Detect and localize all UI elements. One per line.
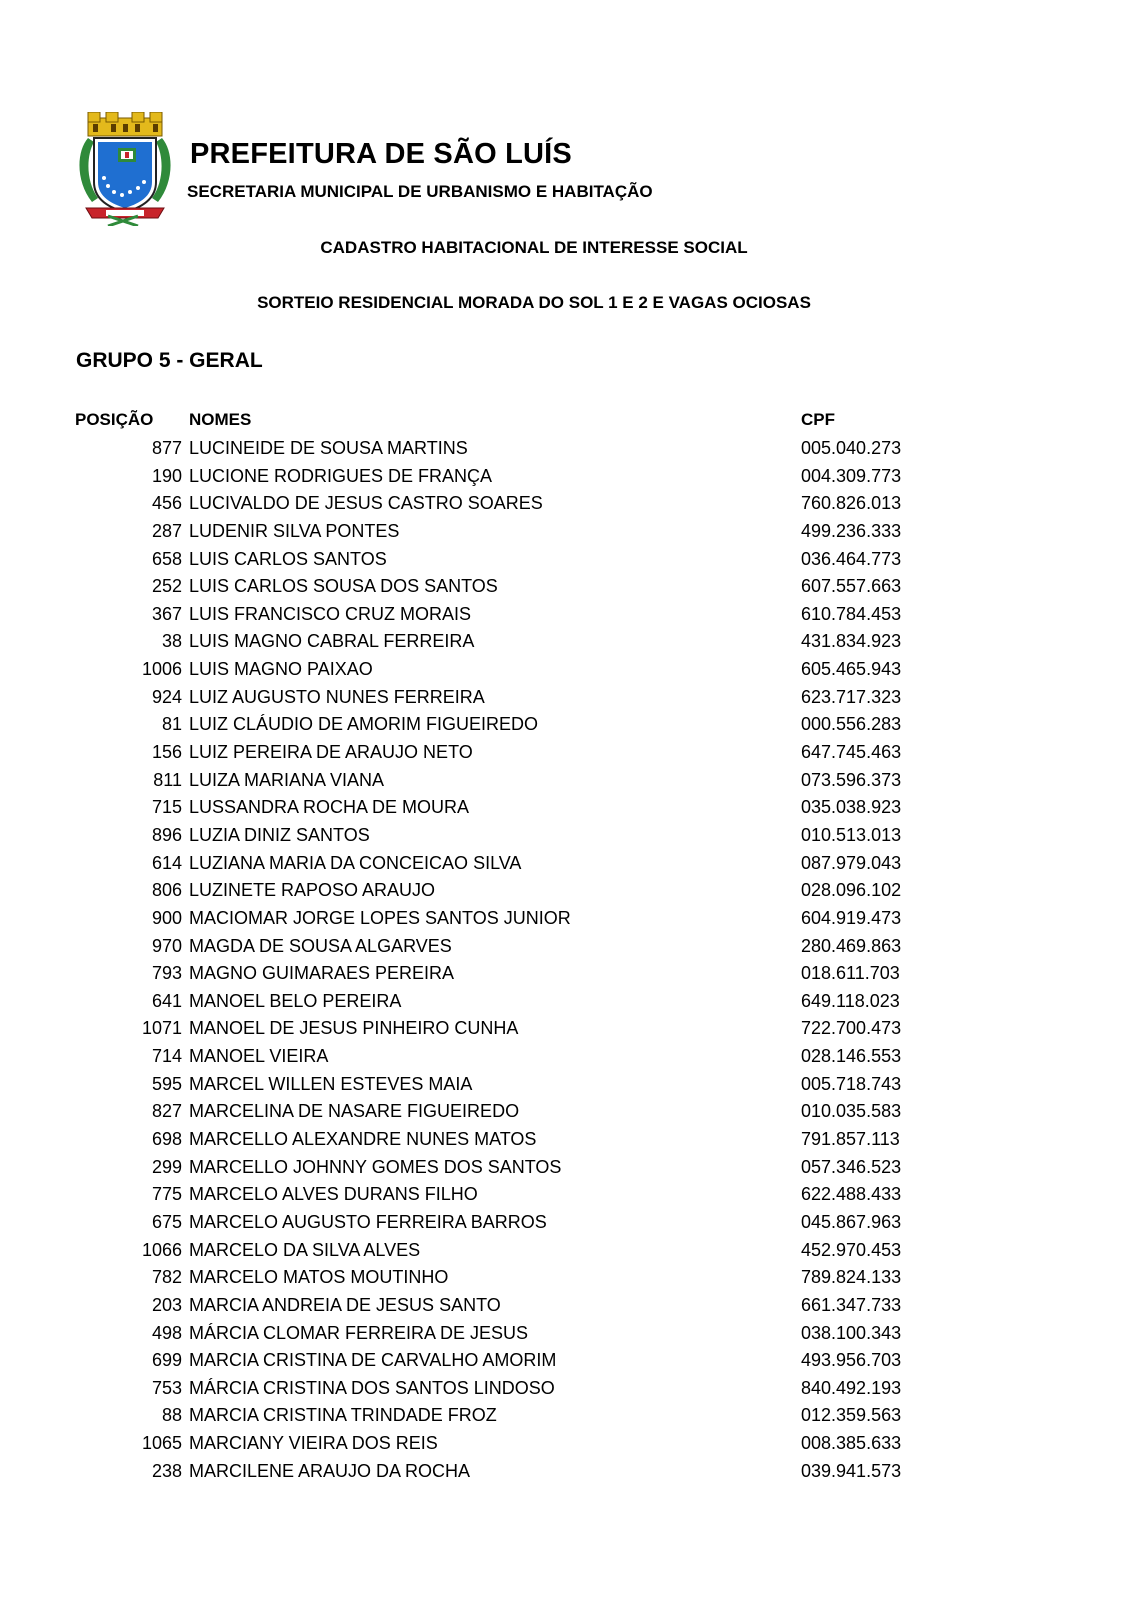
table-row [0, 1126, 1131, 1154]
row-name: MANOEL DE JESUS PINHEIRO CUNHA [189, 1018, 519, 1039]
table-row [0, 850, 1131, 878]
row-cpf: 280.469.863 [801, 935, 902, 956]
table-row [0, 822, 1131, 850]
table-row [0, 1375, 1131, 1403]
row-cpf: 018.611.703 [801, 963, 900, 984]
table-row [0, 1181, 1131, 1209]
row-name: LUCIONE RODRIGUES DE FRANÇA [189, 465, 493, 486]
table-row [0, 1292, 1131, 1320]
table-row [0, 988, 1131, 1016]
crown-icon [88, 112, 162, 136]
column-header-cpf: CPF [801, 410, 835, 429]
row-position: 595 [151, 1073, 182, 1094]
table-row [0, 518, 1131, 546]
row-name: LUIS MAGNO CABRAL FERREIRA [189, 631, 475, 652]
row-position: 1065 [141, 1433, 182, 1454]
row-cpf: 610.784.453 [801, 603, 902, 624]
group-title: GRUPO 5 - GERAL [76, 349, 263, 372]
row-position: 714 [151, 1046, 182, 1067]
row-cpf: 087.979.043 [801, 852, 902, 873]
table-row [0, 573, 1131, 601]
row-cpf: 722.700.473 [801, 1018, 902, 1039]
row-cpf: 004.309.773 [801, 465, 902, 486]
row-position: 299 [151, 1156, 182, 1177]
row-name: MARCILENE ARAUJO DA ROCHA [189, 1460, 471, 1481]
row-position: 156 [151, 742, 182, 763]
row-position: 793 [151, 963, 182, 984]
table-row [0, 490, 1131, 518]
row-name: LUIZ PEREIRA DE ARAUJO NETO [189, 742, 473, 763]
table-row [0, 1430, 1131, 1458]
table-row [0, 1098, 1131, 1126]
row-position: 699 [151, 1350, 182, 1371]
row-cpf: 623.717.323 [801, 686, 902, 707]
page-title: PREFEITURA DE SÃO LUÍS [190, 138, 572, 170]
row-cpf: 647.745.463 [801, 742, 902, 763]
row-position: 367 [151, 603, 182, 624]
row-name: MAGDA DE SOUSA ALGARVES [189, 935, 452, 956]
row-name: LUSSANDRA ROCHA DE MOURA [189, 797, 470, 818]
row-name: MARCELLO ALEXANDRE NUNES MATOS [189, 1129, 537, 1150]
row-position: 287 [151, 520, 182, 541]
table-row [0, 1154, 1131, 1182]
row-name: MARCELLO JOHNNY GOMES DOS SANTOS [189, 1156, 562, 1177]
row-cpf: 010.513.013 [801, 824, 902, 845]
row-cpf: 035.038.923 [801, 797, 902, 818]
row-position: 498 [151, 1322, 182, 1343]
table-row [0, 1320, 1131, 1348]
table-row [0, 905, 1131, 933]
row-cpf: 431.834.923 [801, 631, 902, 652]
row-name: LUIS CARLOS SANTOS [189, 548, 387, 569]
department-subtitle: SECRETARIA MUNICIPAL DE URBANISMO E HABITAÇÃO [187, 182, 653, 201]
table-row [0, 1402, 1131, 1430]
table-row [0, 1458, 1131, 1486]
row-name: LUIS MAGNO PAIXAO [189, 659, 373, 680]
row-position: 811 [153, 769, 182, 790]
row-cpf: 840.492.193 [801, 1377, 902, 1398]
row-position: 456 [151, 493, 182, 514]
row-name: MACIOMAR JORGE LOPES SANTOS JUNIOR [189, 907, 571, 928]
row-name: MARCELO MATOS MOUTINHO [189, 1267, 449, 1288]
row-name: LUIZ AUGUSTO NUNES FERREIRA [189, 686, 485, 707]
row-name: MÁRCIA CLOMAR FERREIRA DE JESUS [189, 1322, 529, 1343]
row-position: 753 [151, 1377, 182, 1398]
row-name: MANOEL BELO PEREIRA [189, 990, 402, 1011]
row-cpf: 789.824.133 [801, 1267, 902, 1288]
table-row [0, 684, 1131, 712]
row-position: 715 [151, 797, 182, 818]
row-cpf: 499.236.333 [801, 520, 902, 541]
table-row [0, 1071, 1131, 1099]
table-row [0, 711, 1131, 739]
row-name: MARCEL WILLEN ESTEVES MAIA [189, 1073, 473, 1094]
row-name: MÁRCIA CRISTINA DOS SANTOS LINDOSO [189, 1377, 555, 1398]
row-position: 1071 [141, 1018, 182, 1039]
row-name: LUIZA MARIANA VIANA [189, 769, 385, 790]
table-row [0, 960, 1131, 988]
row-position: 641 [151, 990, 182, 1011]
row-position: 924 [151, 686, 182, 707]
table-row [0, 1347, 1131, 1375]
row-cpf: 605.465.943 [801, 659, 902, 680]
row-cpf: 038.100.343 [801, 1322, 902, 1343]
row-position: 698 [151, 1129, 182, 1150]
table-row [0, 794, 1131, 822]
row-cpf: 622.488.433 [801, 1184, 902, 1205]
row-position: 81 [161, 714, 182, 735]
row-position: 806 [151, 880, 182, 901]
row-name: LUZIANA MARIA DA CONCEICAO SILVA [189, 852, 522, 873]
row-position: 827 [151, 1101, 182, 1122]
row-cpf: 036.464.773 [801, 548, 902, 569]
row-name: LUZIA DINIZ SANTOS [189, 824, 370, 845]
row-name: MARCELO ALVES DURANS FILHO [189, 1184, 478, 1205]
row-position: 238 [151, 1460, 182, 1481]
row-name: MAGNO GUIMARAES PEREIRA [189, 963, 455, 984]
row-cpf: 005.040.273 [801, 438, 902, 458]
row-position: 190 [151, 465, 182, 486]
table-row [0, 435, 1131, 463]
row-position: 877 [151, 438, 182, 458]
table-row [0, 1015, 1131, 1043]
row-cpf: 012.359.563 [801, 1405, 902, 1426]
row-name: LUCINEIDE DE SOUSA MARTINS [189, 438, 468, 458]
row-name: MARCIA CRISTINA DE CARVALHO AMORIM [189, 1350, 557, 1371]
row-cpf: 010.035.583 [801, 1101, 902, 1122]
table-row [0, 656, 1131, 684]
row-name: MARCIANY VIEIRA DOS REIS [189, 1433, 438, 1454]
row-position: 614 [151, 852, 182, 873]
results-table [0, 435, 1131, 1485]
row-cpf: 005.718.743 [801, 1073, 902, 1094]
row-name: MARCELINA DE NASARE FIGUEIREDO [189, 1101, 520, 1122]
row-name: LUCIVALDO DE JESUS CASTRO SOARES [189, 493, 543, 514]
row-cpf: 000.556.283 [801, 714, 902, 735]
row-name: MANOEL VIEIRA [189, 1046, 329, 1067]
row-cpf: 057.346.523 [801, 1156, 902, 1177]
table-row [0, 601, 1131, 629]
row-position: 88 [161, 1405, 182, 1426]
table-row [0, 933, 1131, 961]
row-cpf: 607.557.663 [801, 576, 902, 597]
registry-heading: CADASTRO HABITACIONAL DE INTERESSE SOCIAL [320, 238, 748, 257]
row-cpf: 649.118.023 [801, 990, 900, 1011]
table-row [0, 628, 1131, 656]
table-row [0, 1264, 1131, 1292]
row-cpf: 791.857.113 [801, 1129, 900, 1150]
lottery-heading: SORTEIO RESIDENCIAL MORADA DO SOL 1 E 2 E VAGAS OCIOSAS [257, 293, 811, 312]
row-cpf: 028.146.553 [801, 1046, 902, 1067]
row-position: 203 [151, 1294, 182, 1315]
row-position: 252 [151, 576, 182, 597]
table-row [0, 546, 1131, 574]
row-cpf: 039.941.573 [801, 1460, 902, 1481]
row-name: LUDENIR SILVA PONTES [189, 520, 400, 541]
row-position: 1006 [141, 659, 182, 680]
table-row [0, 1209, 1131, 1237]
column-header-position: POSIÇÃO [75, 410, 154, 429]
row-position: 896 [151, 824, 182, 845]
row-cpf: 493.956.703 [801, 1350, 902, 1371]
table-row [0, 1043, 1131, 1071]
row-position: 38 [161, 631, 182, 652]
coat-of-arms-logo [78, 112, 172, 226]
row-position: 970 [151, 935, 182, 956]
row-position: 775 [151, 1184, 182, 1205]
table-row [0, 739, 1131, 767]
row-position: 658 [151, 548, 182, 569]
table-row [0, 877, 1131, 905]
row-name: MARCELO DA SILVA ALVES [189, 1239, 421, 1260]
table-row [0, 1237, 1131, 1265]
row-position: 782 [151, 1267, 182, 1288]
row-cpf: 045.867.963 [801, 1211, 902, 1232]
column-header-name: NOMES [189, 410, 252, 429]
table-row [0, 767, 1131, 795]
row-cpf: 008.385.633 [801, 1433, 902, 1454]
row-cpf: 028.096.102 [801, 880, 902, 901]
row-cpf: 452.970.453 [801, 1239, 902, 1260]
row-position: 900 [151, 907, 182, 928]
row-cpf: 760.826.013 [801, 493, 902, 514]
row-cpf: 604.919.473 [801, 907, 902, 928]
row-name: MARCIA CRISTINA TRINDADE FROZ [189, 1405, 497, 1426]
row-cpf: 073.596.373 [801, 769, 902, 790]
row-name: MARCIA ANDREIA DE JESUS SANTO [189, 1294, 501, 1315]
row-name: LUIS FRANCISCO CRUZ MORAIS [189, 603, 472, 624]
table-row [0, 463, 1131, 491]
row-name: MARCELO AUGUSTO FERREIRA BARROS [189, 1211, 547, 1232]
row-position: 675 [151, 1211, 182, 1232]
row-name: LUIS CARLOS SOUSA DOS SANTOS [189, 576, 498, 597]
row-name: LUIZ CLÁUDIO DE AMORIM FIGUEIREDO [189, 714, 539, 735]
row-position: 1066 [141, 1239, 182, 1260]
row-cpf: 661.347.733 [801, 1294, 902, 1315]
row-name: LUZINETE RAPOSO ARAUJO [189, 880, 436, 901]
